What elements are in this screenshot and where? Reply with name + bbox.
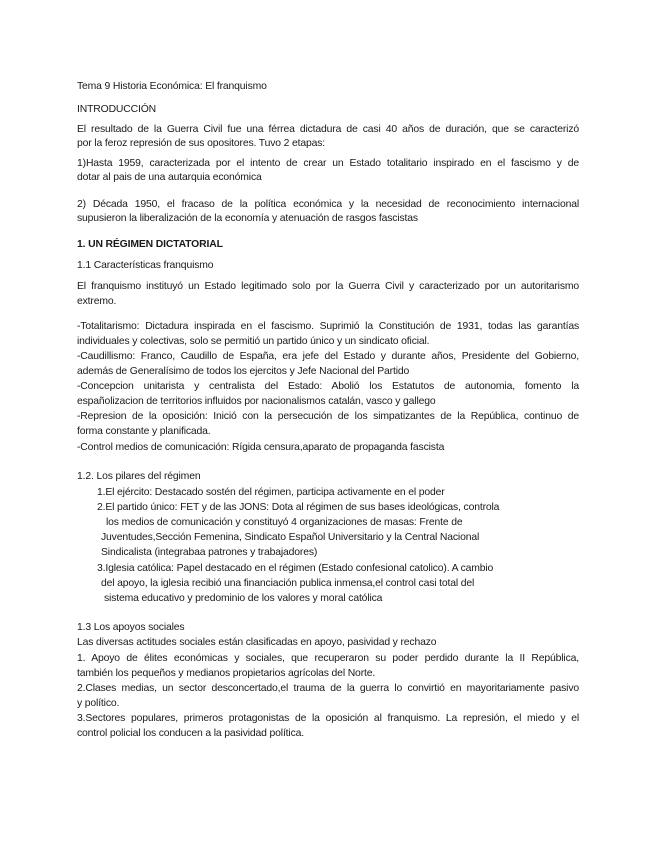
- list-item: sistema educativo y predominio de los valores y moral católica: [104, 593, 383, 604]
- body-line: individuales y colectivas, solo se permitió un partido único y un sindicato oficial.: [77, 336, 430, 347]
- document-title: Tema 9 Historia Económica: El franquismo: [77, 81, 267, 92]
- body-line: -Concepcion unitarista y centralista del Estado: Abolió los Estatutos de autonomia, fomento la: [77, 381, 579, 392]
- body-line: -Caudillismo: Franco, Caudillo de España, era jefe del Estado y durante años, Presidente del Gobierno,: [77, 351, 579, 362]
- body-line: 2.Clases medias, un sector desconcertado,el trauma de la guerra lo convirtió en mayoritariamente pasivo: [77, 683, 579, 694]
- intro-line: dotar al pais de una autarquia económica: [77, 172, 262, 183]
- body-line: extremo.: [77, 296, 117, 307]
- intro-heading: INTRODUCCIÓN: [77, 104, 157, 115]
- body-line: además de Generalísimo de todos los ejercitos y Jefe Nacional del Partido: [77, 366, 410, 377]
- list-item: del apoyo, la iglesia recibió una financiación publica inmensa,el control casi total del: [101, 578, 475, 589]
- section-heading: 1. UN RÉGIMEN DICTATORIAL: [77, 239, 223, 250]
- intro-line: El resultado de la Guerra Civil fue una férrea dictadura de casi 40 años de duración, que se caracterizó: [77, 124, 579, 135]
- list-item: 1.El ejército: Destacado sostén del régimen, participa activamente en el poder: [97, 487, 445, 498]
- body-line: españolizacion de territorios influidos por nacionalismos catalán, vasco y gallego: [77, 396, 436, 407]
- body-line: -Control medios de comunicación: Rígida censura,aparato de propaganda fascista: [77, 442, 445, 453]
- body-line: El franquismo instituyó un Estado legitimado solo por la Guerra Civil y caracterizado por un autoritarismo: [77, 281, 579, 292]
- body-line: 1. Apoyo de élites económicas y sociales, que recuperaron su poder perdido durante la II República,: [77, 653, 579, 664]
- body-line: control policial los conducen a la pasividad política.: [77, 728, 304, 739]
- body-line: Las diversas actitudes sociales están clasificadas en apoyo, pasividad y rechazo: [77, 637, 437, 648]
- intro-line: 2) Década 1950, el fracaso de la política económica y la necesidad de reconocimiento internacional: [77, 199, 579, 210]
- body-line: 3.Sectores populares, primeros protagonistas de la oposición al franquismo. La represión, el miedo y el: [77, 713, 579, 724]
- intro-line: por la feroz represión de sus opositores. Tuvo 2 etapas:: [77, 138, 326, 149]
- list-item: Sindicalista (integrabaa patrones y trabajadores): [101, 547, 318, 558]
- subsection-heading: 1.1 Características franquismo: [77, 260, 214, 271]
- intro-line: 1)Hasta 1959, caracterizada por el intento de crear un Estado totalitario inspirado en el fascismo y de: [77, 158, 579, 169]
- subsection-heading: 1.3 Los apoyos sociales: [77, 622, 185, 633]
- intro-line: supusieron la liberalización de la economía y atenuación de rasgos fascistas: [77, 213, 418, 224]
- list-item: 3.Iglesia católica: Papel destacado en el régimen (Estado confesional catolico). A cambio: [97, 563, 494, 574]
- list-item: los medios de comunicación y constituyó 4 organizaciones de masas: Frente de: [106, 517, 463, 528]
- body-line: también los pequeños y medianos propietarios agrícolas del Norte.: [77, 668, 376, 679]
- body-line: -Represion de la oposición: Inició con la persecución de los simpatizantes de la República, continuo de: [77, 411, 579, 422]
- subsection-heading: 1.2. Los pilares del régimen: [77, 471, 201, 482]
- list-item: 2.El partido único: FET y de las JONS: Dota al régimen de sus bases ideológicas, controla: [97, 502, 500, 513]
- list-item: Juventudes,Sección Femenina, Sindicato Español Universitario y la Central Nacional: [101, 532, 480, 543]
- body-line: forma constante y planificada.: [77, 426, 211, 437]
- body-line: y político.: [77, 698, 120, 709]
- body-line: -Totalitarismo: Dictadura inspirada en el fascismo. Suprimió la Constitución de 1931, todas las garantías: [77, 321, 579, 332]
